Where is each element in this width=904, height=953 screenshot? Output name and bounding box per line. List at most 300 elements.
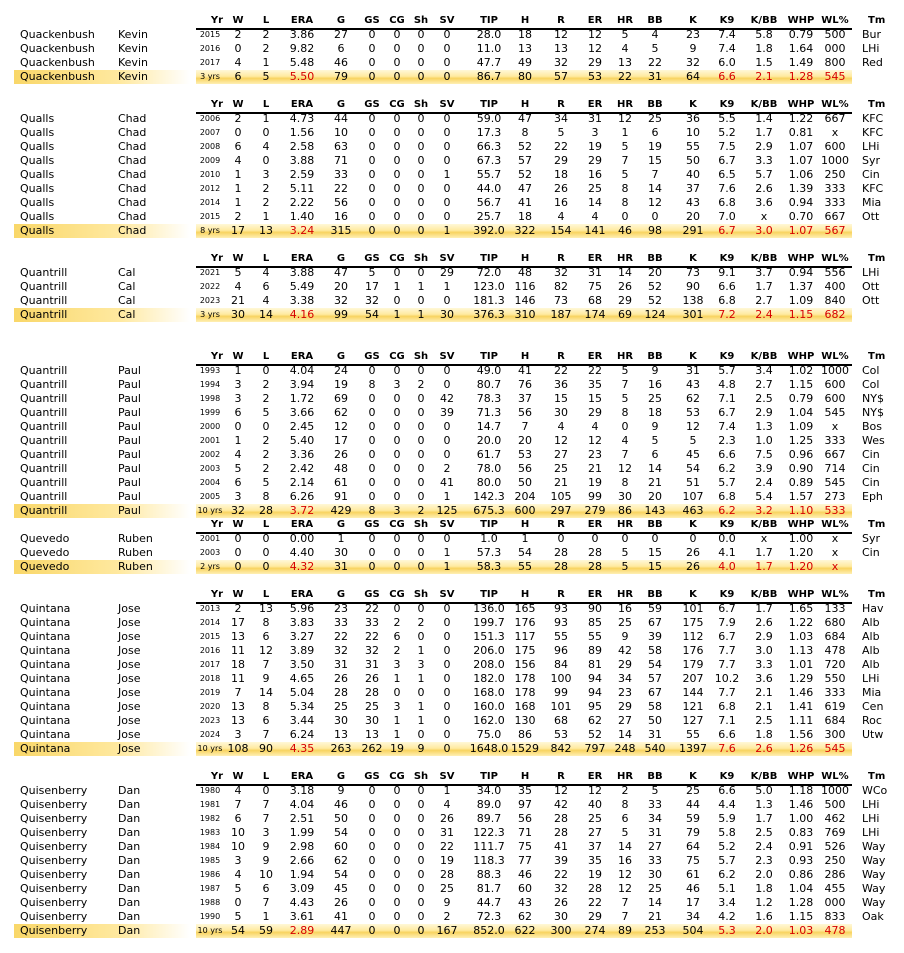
- cell-k9: 6.6: [718, 448, 736, 461]
- total-k9: 7.6: [718, 742, 736, 755]
- first-name: Dan: [118, 854, 141, 867]
- cell-whp: 0.90: [788, 462, 814, 475]
- header-sh: Sh: [413, 253, 429, 264]
- cell-g: 69: [334, 392, 348, 405]
- cell-sv: 0: [443, 294, 451, 307]
- total-wl: 545: [824, 70, 846, 83]
- cell-k9: 6.0: [718, 56, 736, 69]
- last-name: Quintana: [20, 658, 71, 671]
- cell-whp: 1.04: [788, 882, 814, 895]
- cell-w: 0: [234, 532, 242, 545]
- cell-h: 56: [518, 462, 532, 475]
- total-kbb: 2.4: [755, 308, 773, 321]
- cell-g: 13: [334, 728, 348, 741]
- cell-k9: 4.1: [718, 546, 736, 559]
- cell-er: 12: [588, 42, 602, 55]
- cell-hr: 34: [618, 672, 632, 685]
- cell-l: 2: [262, 28, 270, 41]
- cell-l: 1: [262, 56, 270, 69]
- header-yr: Yr: [210, 589, 224, 600]
- first-name: Jose: [118, 672, 141, 685]
- cell-tip: 142.3: [473, 490, 505, 503]
- cell-g: 19: [334, 378, 348, 391]
- cell-cg: 1: [393, 280, 401, 293]
- cell-g: 91: [334, 490, 348, 503]
- cell-w: 5: [234, 910, 242, 923]
- total-h: 1529: [511, 742, 539, 755]
- cell-kbb: 1.7: [755, 812, 773, 825]
- cell-hr: 7: [621, 448, 629, 461]
- cell-h: 116: [514, 280, 536, 293]
- header-l: L: [262, 519, 270, 530]
- cell-w: 7: [234, 686, 242, 699]
- cell-tm: Way: [862, 868, 886, 881]
- cell-wl: 550: [824, 672, 846, 685]
- header-wl: WL%: [821, 253, 849, 264]
- cell-g: 54: [334, 868, 348, 881]
- cell-h: 35: [518, 784, 532, 797]
- column-header-row: [0, 350, 904, 364]
- cell-sv: 0: [443, 28, 451, 41]
- cell-hr: 14: [618, 728, 632, 741]
- total-sv: 30: [440, 308, 454, 321]
- cell-yr: 1980: [199, 786, 221, 795]
- cell-cg: 0: [393, 476, 401, 489]
- cell-k9: 5.8: [718, 826, 736, 839]
- cell-era: 5.34: [289, 700, 315, 713]
- cell-hr: 29: [618, 700, 632, 713]
- cell-l: 5: [262, 476, 270, 489]
- cell-tm: Cin: [862, 448, 880, 461]
- cell-era: 2.51: [289, 812, 315, 825]
- cell-era: 3.66: [289, 406, 315, 419]
- cell-wl: 500: [824, 28, 846, 41]
- cell-k9: 6.7: [718, 630, 736, 643]
- table-row: [0, 210, 904, 224]
- header-hr: HR: [616, 351, 634, 362]
- cell-gs: 22: [365, 630, 379, 643]
- total-cg: 0: [393, 560, 401, 573]
- total-sh: 2: [417, 504, 425, 517]
- column-header-row: [0, 588, 904, 602]
- cell-l: 8: [262, 616, 270, 629]
- cell-hr: 5: [621, 392, 629, 405]
- cell-wl: 250: [824, 854, 846, 867]
- cell-tm: Col: [862, 364, 880, 377]
- cell-bb: 31: [648, 728, 662, 741]
- cell-wl: 1000: [821, 784, 849, 797]
- table-row: [0, 602, 904, 616]
- table-row: [0, 56, 904, 70]
- last-name: Quackenbush: [20, 56, 95, 69]
- cell-yr: 1987: [199, 884, 221, 893]
- cell-er: 31: [588, 266, 602, 279]
- cell-k9: 6.6: [718, 784, 736, 797]
- cell-tip: 25.7: [476, 210, 502, 223]
- first-name: Ruben: [118, 546, 153, 559]
- cell-cg: 0: [393, 882, 401, 895]
- cell-g: 33: [334, 168, 348, 181]
- cell-tm: Alb: [862, 616, 880, 629]
- cell-cg: 0: [393, 168, 401, 181]
- cell-r: 27: [554, 448, 568, 461]
- cell-wl: 667: [824, 448, 846, 461]
- cell-hr: 12: [618, 112, 632, 125]
- cell-kbb: 1.5: [755, 56, 773, 69]
- table-row: [0, 700, 904, 714]
- cell-hr: 5: [621, 364, 629, 377]
- cell-tm: Cin: [862, 168, 880, 181]
- cell-yr: 2020: [199, 702, 221, 711]
- cell-r: 22: [554, 364, 568, 377]
- cell-tip: 168.0: [473, 686, 505, 699]
- header-cg: CG: [389, 351, 405, 362]
- cell-k: 10: [686, 126, 700, 139]
- header-r: R: [557, 351, 565, 362]
- cell-hr: 5: [621, 546, 629, 559]
- last-name: Quantrill: [20, 280, 68, 293]
- cell-sh: 0: [417, 686, 425, 699]
- cell-tip: 20.0: [476, 434, 502, 447]
- cell-l: 8: [262, 490, 270, 503]
- cell-gs: 32: [365, 644, 379, 657]
- cell-g: 17: [334, 434, 348, 447]
- cell-sv: 2: [443, 910, 451, 923]
- total-k: 64: [686, 70, 700, 83]
- cell-h: 18: [518, 28, 532, 41]
- header-w: W: [232, 771, 244, 782]
- cell-kbb: 5.8: [755, 28, 773, 41]
- cell-k9: 5.5: [718, 112, 736, 125]
- cell-kbb: 1.6: [755, 910, 773, 923]
- cell-wl: 000: [824, 896, 846, 909]
- cell-bb: 19: [648, 140, 662, 153]
- total-sh: 1: [417, 308, 425, 321]
- cell-yr: 1984: [199, 842, 221, 851]
- cell-whp: 1.09: [788, 420, 814, 433]
- table-row: [0, 840, 904, 854]
- cell-hr: 8: [621, 182, 629, 195]
- cell-l: 0: [262, 784, 270, 797]
- cell-gs: 0: [368, 406, 376, 419]
- last-name: Quevedo: [20, 560, 70, 573]
- cell-bb: 16: [648, 378, 662, 391]
- cell-sh: 1: [417, 714, 425, 727]
- header-tm: Tm: [868, 15, 886, 26]
- total-row: [0, 70, 904, 84]
- cell-k9: 7.4: [718, 28, 736, 41]
- cell-g: 47: [334, 266, 348, 279]
- cell-g: 22: [334, 182, 348, 195]
- cell-h: 97: [518, 798, 532, 811]
- header-hr: HR: [616, 99, 634, 110]
- total-l: 0: [262, 560, 270, 573]
- cell-sh: 0: [417, 728, 425, 741]
- cell-k: 43: [686, 378, 700, 391]
- last-name: Quintana: [20, 700, 71, 713]
- total-tip: 376.3: [473, 308, 505, 321]
- cell-bb: 67: [648, 686, 662, 699]
- cell-h: 54: [518, 546, 532, 559]
- cell-tip: 28.0: [476, 28, 502, 41]
- cell-h: 146: [514, 294, 536, 307]
- total-h: 600: [514, 504, 536, 517]
- cell-era: 4.04: [289, 364, 315, 377]
- total-kbb: 2.1: [755, 70, 773, 83]
- cell-sv: 0: [443, 364, 451, 377]
- cell-l: 1: [262, 210, 270, 223]
- cell-l: 7: [262, 798, 270, 811]
- table-row: [0, 182, 904, 196]
- header-kbb: K/BB: [750, 589, 778, 600]
- cell-sv: 26: [440, 812, 454, 825]
- cell-bb: 12: [648, 196, 662, 209]
- header-g: G: [336, 15, 346, 26]
- total-yr: 8 yrs: [200, 226, 220, 235]
- first-name: Dan: [118, 868, 141, 881]
- cell-wl: 400: [824, 280, 846, 293]
- cell-w: 2: [234, 28, 242, 41]
- total-w: 0: [234, 560, 242, 573]
- cell-sh: 0: [417, 56, 425, 69]
- cell-er: 37: [588, 840, 602, 853]
- header-tm: Tm: [868, 771, 886, 782]
- cell-whp: 1.09: [788, 294, 814, 307]
- cell-w: 10: [231, 840, 245, 853]
- cell-g: 24: [334, 364, 348, 377]
- first-name: Paul: [118, 504, 141, 517]
- cell-cg: 0: [393, 546, 401, 559]
- cell-w: 4: [234, 784, 242, 797]
- cell-wl: 800: [824, 56, 846, 69]
- cell-gs: 0: [368, 826, 376, 839]
- cell-era: 3.61: [289, 910, 315, 923]
- cell-era: 2.58: [289, 140, 315, 153]
- column-header-row: [0, 770, 904, 784]
- cell-w: 6: [234, 812, 242, 825]
- first-name: Paul: [118, 476, 141, 489]
- header-h: H: [520, 519, 530, 530]
- cell-hr: 14: [618, 266, 632, 279]
- cell-er: 35: [588, 854, 602, 867]
- cell-sh: 0: [417, 868, 425, 881]
- cell-hr: 9: [621, 630, 629, 643]
- cell-tip: 208.0: [473, 658, 505, 671]
- header-tm: Tm: [868, 351, 886, 362]
- cell-sh: 2: [417, 616, 425, 629]
- total-w: 6: [234, 70, 242, 83]
- first-name: Cal: [118, 308, 136, 321]
- cell-gs: 0: [368, 798, 376, 811]
- cell-era: 6.26: [289, 490, 315, 503]
- cell-kbb: 2.5: [755, 392, 773, 405]
- cell-gs: 0: [368, 168, 376, 181]
- cell-k: 55: [686, 728, 700, 741]
- cell-k: 79: [686, 826, 700, 839]
- total-sv: 0: [443, 70, 451, 83]
- cell-yr: 2016: [199, 44, 221, 53]
- cell-kbb: 3.4: [755, 364, 773, 377]
- cell-sv: 0: [443, 434, 451, 447]
- cell-cg: 0: [393, 28, 401, 41]
- cell-l: 5: [262, 406, 270, 419]
- cell-tm: Oak: [862, 910, 884, 923]
- total-k9: 7.2: [718, 308, 736, 321]
- cell-era: 3.88: [289, 266, 315, 279]
- cell-whp: 1.37: [788, 280, 814, 293]
- cell-k9: 5.7: [718, 476, 736, 489]
- first-name: Jose: [118, 714, 141, 727]
- cell-er: 90: [588, 602, 602, 615]
- column-header-row: [0, 14, 904, 28]
- cell-k9: 4.8: [718, 378, 736, 391]
- cell-sv: 41: [440, 476, 454, 489]
- cell-yr: 2005: [199, 492, 221, 501]
- cell-hr: 0: [621, 532, 629, 545]
- header-w: W: [232, 351, 244, 362]
- cell-er: 55: [588, 630, 602, 643]
- last-name: Qualls: [20, 182, 55, 195]
- last-name: Qualls: [20, 210, 55, 223]
- cell-whp: 0.81: [788, 126, 814, 139]
- cell-whp: 0.91: [788, 840, 814, 853]
- table-row: [0, 42, 904, 56]
- cell-kbb: 2.0: [755, 868, 773, 881]
- cell-w: 5: [234, 266, 242, 279]
- header-bb: BB: [647, 15, 663, 26]
- header-k9: K9: [719, 589, 735, 600]
- total-g: 263: [330, 742, 352, 755]
- header-yr: Yr: [210, 15, 224, 26]
- cell-w: 4: [234, 56, 242, 69]
- cell-bb: 33: [648, 798, 662, 811]
- cell-h: 168: [514, 700, 536, 713]
- total-wl: 533: [824, 504, 846, 517]
- cell-g: 1: [337, 532, 345, 545]
- cell-wl: x: [831, 126, 839, 139]
- cell-wl: 1000: [821, 154, 849, 167]
- last-name: Quantrill: [20, 420, 68, 433]
- cell-kbb: 3.3: [755, 154, 773, 167]
- cell-g: 12: [334, 420, 348, 433]
- total-whp: 1.26: [788, 742, 814, 755]
- cell-whp: 1.22: [788, 112, 814, 125]
- cell-gs: 0: [368, 392, 376, 405]
- table-row: [0, 266, 904, 280]
- cell-g: 62: [334, 854, 348, 867]
- cell-h: 56: [518, 812, 532, 825]
- cell-wl: 250: [824, 168, 846, 181]
- cell-whp: 0.89: [788, 476, 814, 489]
- table-row: [0, 728, 904, 742]
- cell-l: 6: [262, 714, 270, 727]
- cell-w: 2: [234, 112, 242, 125]
- cell-wl: 526: [824, 840, 846, 853]
- header-w: W: [232, 519, 244, 530]
- cell-whp: 1.00: [788, 812, 814, 825]
- cell-wl: 600: [824, 140, 846, 153]
- total-whp: 1.20: [788, 560, 814, 573]
- table-row: [0, 140, 904, 154]
- cell-k9: 6.6: [718, 728, 736, 741]
- cell-l: 0: [262, 546, 270, 559]
- cell-sh: 0: [417, 630, 425, 643]
- cell-g: 30: [334, 714, 348, 727]
- cell-gs: 0: [368, 840, 376, 853]
- cell-er: 12: [588, 28, 602, 41]
- header-k: K: [689, 351, 697, 362]
- cell-hr: 27: [618, 714, 632, 727]
- cell-hr: 16: [618, 854, 632, 867]
- cell-k: 0: [689, 532, 697, 545]
- cell-w: 6: [234, 140, 242, 153]
- player-block: [0, 14, 904, 84]
- cell-yr: 2014: [199, 198, 221, 207]
- total-r: 842: [550, 742, 572, 755]
- cell-sv: 28: [440, 868, 454, 881]
- cell-tip: 181.3: [473, 294, 505, 307]
- cell-k9: 5.9: [718, 812, 736, 825]
- cell-wl: 600: [824, 392, 846, 405]
- cell-er: 19: [588, 140, 602, 153]
- first-name: Chad: [118, 168, 147, 181]
- cell-wl: 840: [824, 294, 846, 307]
- header-k: K: [689, 15, 697, 26]
- cell-era: 4.04: [289, 798, 315, 811]
- cell-era: 2.14: [289, 476, 315, 489]
- cell-yr: 1999: [199, 408, 221, 417]
- cell-k9: 6.8: [718, 294, 736, 307]
- first-name: Jose: [118, 616, 141, 629]
- cell-r: 28: [554, 812, 568, 825]
- cell-yr: 2016: [199, 646, 221, 655]
- cell-hr: 5: [621, 826, 629, 839]
- total-wl: 682: [824, 308, 846, 321]
- total-r: 297: [550, 504, 572, 517]
- cell-er: 3: [591, 126, 599, 139]
- cell-k9: 2.3: [718, 434, 736, 447]
- cell-h: 46: [518, 868, 532, 881]
- cell-tm: Cen: [862, 700, 884, 713]
- header-gs: GS: [364, 519, 380, 530]
- cell-g: 71: [334, 154, 348, 167]
- cell-kbb: 3.7: [755, 266, 773, 279]
- cell-gs: 32: [365, 294, 379, 307]
- cell-gs: 33: [365, 616, 379, 629]
- last-name: Quisenberry: [20, 924, 88, 937]
- cell-h: 175: [514, 644, 536, 657]
- cell-g: 56: [334, 196, 348, 209]
- cell-cg: 0: [393, 434, 401, 447]
- total-hr: 22: [618, 70, 632, 83]
- table-row: [0, 294, 904, 308]
- cell-er: 29: [588, 406, 602, 419]
- first-name: Dan: [118, 910, 141, 923]
- cell-kbb: 2.1: [755, 686, 773, 699]
- last-name: Quackenbush: [20, 42, 95, 55]
- table-row: [0, 154, 904, 168]
- cell-wl: 333: [824, 196, 846, 209]
- cell-l: 4: [262, 266, 270, 279]
- cell-hr: 0: [621, 210, 629, 223]
- header-hr: HR: [616, 15, 634, 26]
- header-h: H: [520, 351, 530, 362]
- first-name: Paul: [118, 462, 141, 475]
- header-cg: CG: [389, 99, 405, 110]
- table-row: [0, 546, 904, 560]
- cell-era: 5.11: [289, 182, 315, 195]
- cell-gs: 26: [365, 672, 379, 685]
